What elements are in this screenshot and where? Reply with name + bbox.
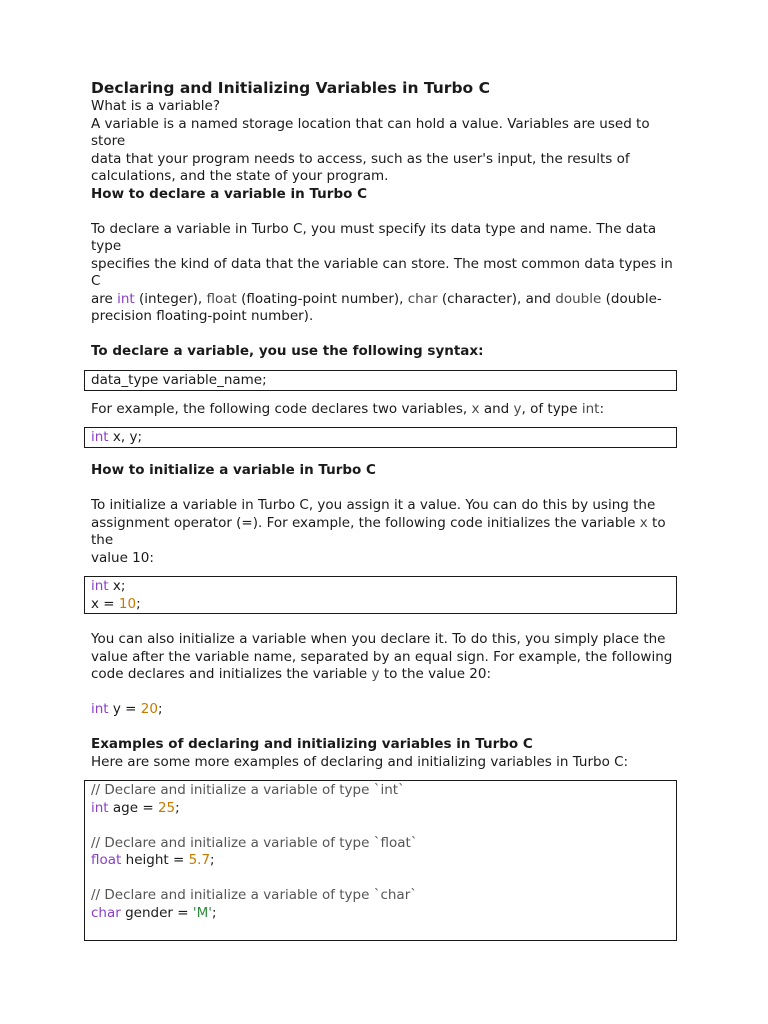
init-also-line: value after the variable name, separated by an equal sign. For example, the following [91, 648, 673, 665]
code-line: char gender = 'M'; [91, 904, 217, 921]
init-paragraph-line: assignment operator (=). For example, the following code initializes the variable x to the [91, 514, 666, 548]
examples-intro: Here are some more examples of declaring and initializing variables in Turbo C: [91, 753, 629, 770]
declare-paragraph-line: specifies the kind of data that the variable can store. The most common data types in C [91, 255, 673, 289]
code-line: int x; [91, 578, 126, 594]
declare-heading: How to declare a variable in Turbo C [91, 185, 367, 202]
code-line: int x, y; [91, 429, 143, 445]
type-char: char [407, 290, 438, 307]
declare-example-text: For example, the following code declares two variables, x and y, of type int: [91, 400, 605, 417]
code-line: float height = 5.7; [91, 852, 215, 868]
type-float: float [206, 290, 237, 307]
intro-answer-line: data that your program needs to access, such as the user's input, the results of [91, 150, 630, 167]
syntax-heading: To declare a variable, you use the following syntax: [91, 343, 484, 359]
page-title: Declaring and Initializing Variables in Turbo C [91, 79, 490, 97]
code-line: x = 10; [91, 595, 141, 612]
declare-paragraph-line: are int (integer), float (floating-point number), char (character), and double (double- [91, 290, 662, 307]
syntax-code-box [84, 370, 677, 391]
declare-example-code-box [84, 427, 677, 448]
intro-answer-line: calculations, and the state of your program. [91, 168, 389, 184]
type-double: double [555, 290, 602, 307]
code-comment: // Declare and initialize a variable of type `int` [91, 782, 405, 798]
code-line: int age = 25; [91, 799, 180, 816]
init-also-line: You can also initialize a variable when you declare it. To do this, you simply place the [91, 631, 666, 647]
type-int: int [117, 290, 135, 307]
intro-answer-line: A variable is a named storage location that can hold a value. Variables are used to store [91, 115, 650, 149]
code-comment: // Declare and initialize a variable of type `float` [91, 834, 418, 851]
code-line: data_type variable_name; [91, 371, 267, 388]
examples-code-box [84, 780, 677, 941]
document-body [91, 78, 685, 941]
intro-question: What is a variable? [91, 98, 221, 114]
init-also-line: code declares and initializes the variable y to the value 20: [91, 666, 492, 682]
init-paragraph-line: To initialize a variable in Turbo C, you assign it a value. You can do this by using the [91, 497, 656, 513]
declare-paragraph-line: To declare a variable in Turbo C, you must specify its data type and name. The data type [91, 220, 657, 254]
init-heading: How to initialize a variable in Turbo C [91, 462, 376, 478]
examples-heading: Examples of declaring and initializing variables in Turbo C [91, 736, 533, 752]
inline-code-example: int y = 20; [91, 701, 163, 717]
init-code-box [84, 576, 677, 614]
declare-paragraph-line: precision floating-point number). [91, 308, 314, 324]
init-paragraph-line: value 10: [91, 549, 154, 566]
code-comment: // Declare and initialize a variable of type `char` [91, 887, 418, 903]
